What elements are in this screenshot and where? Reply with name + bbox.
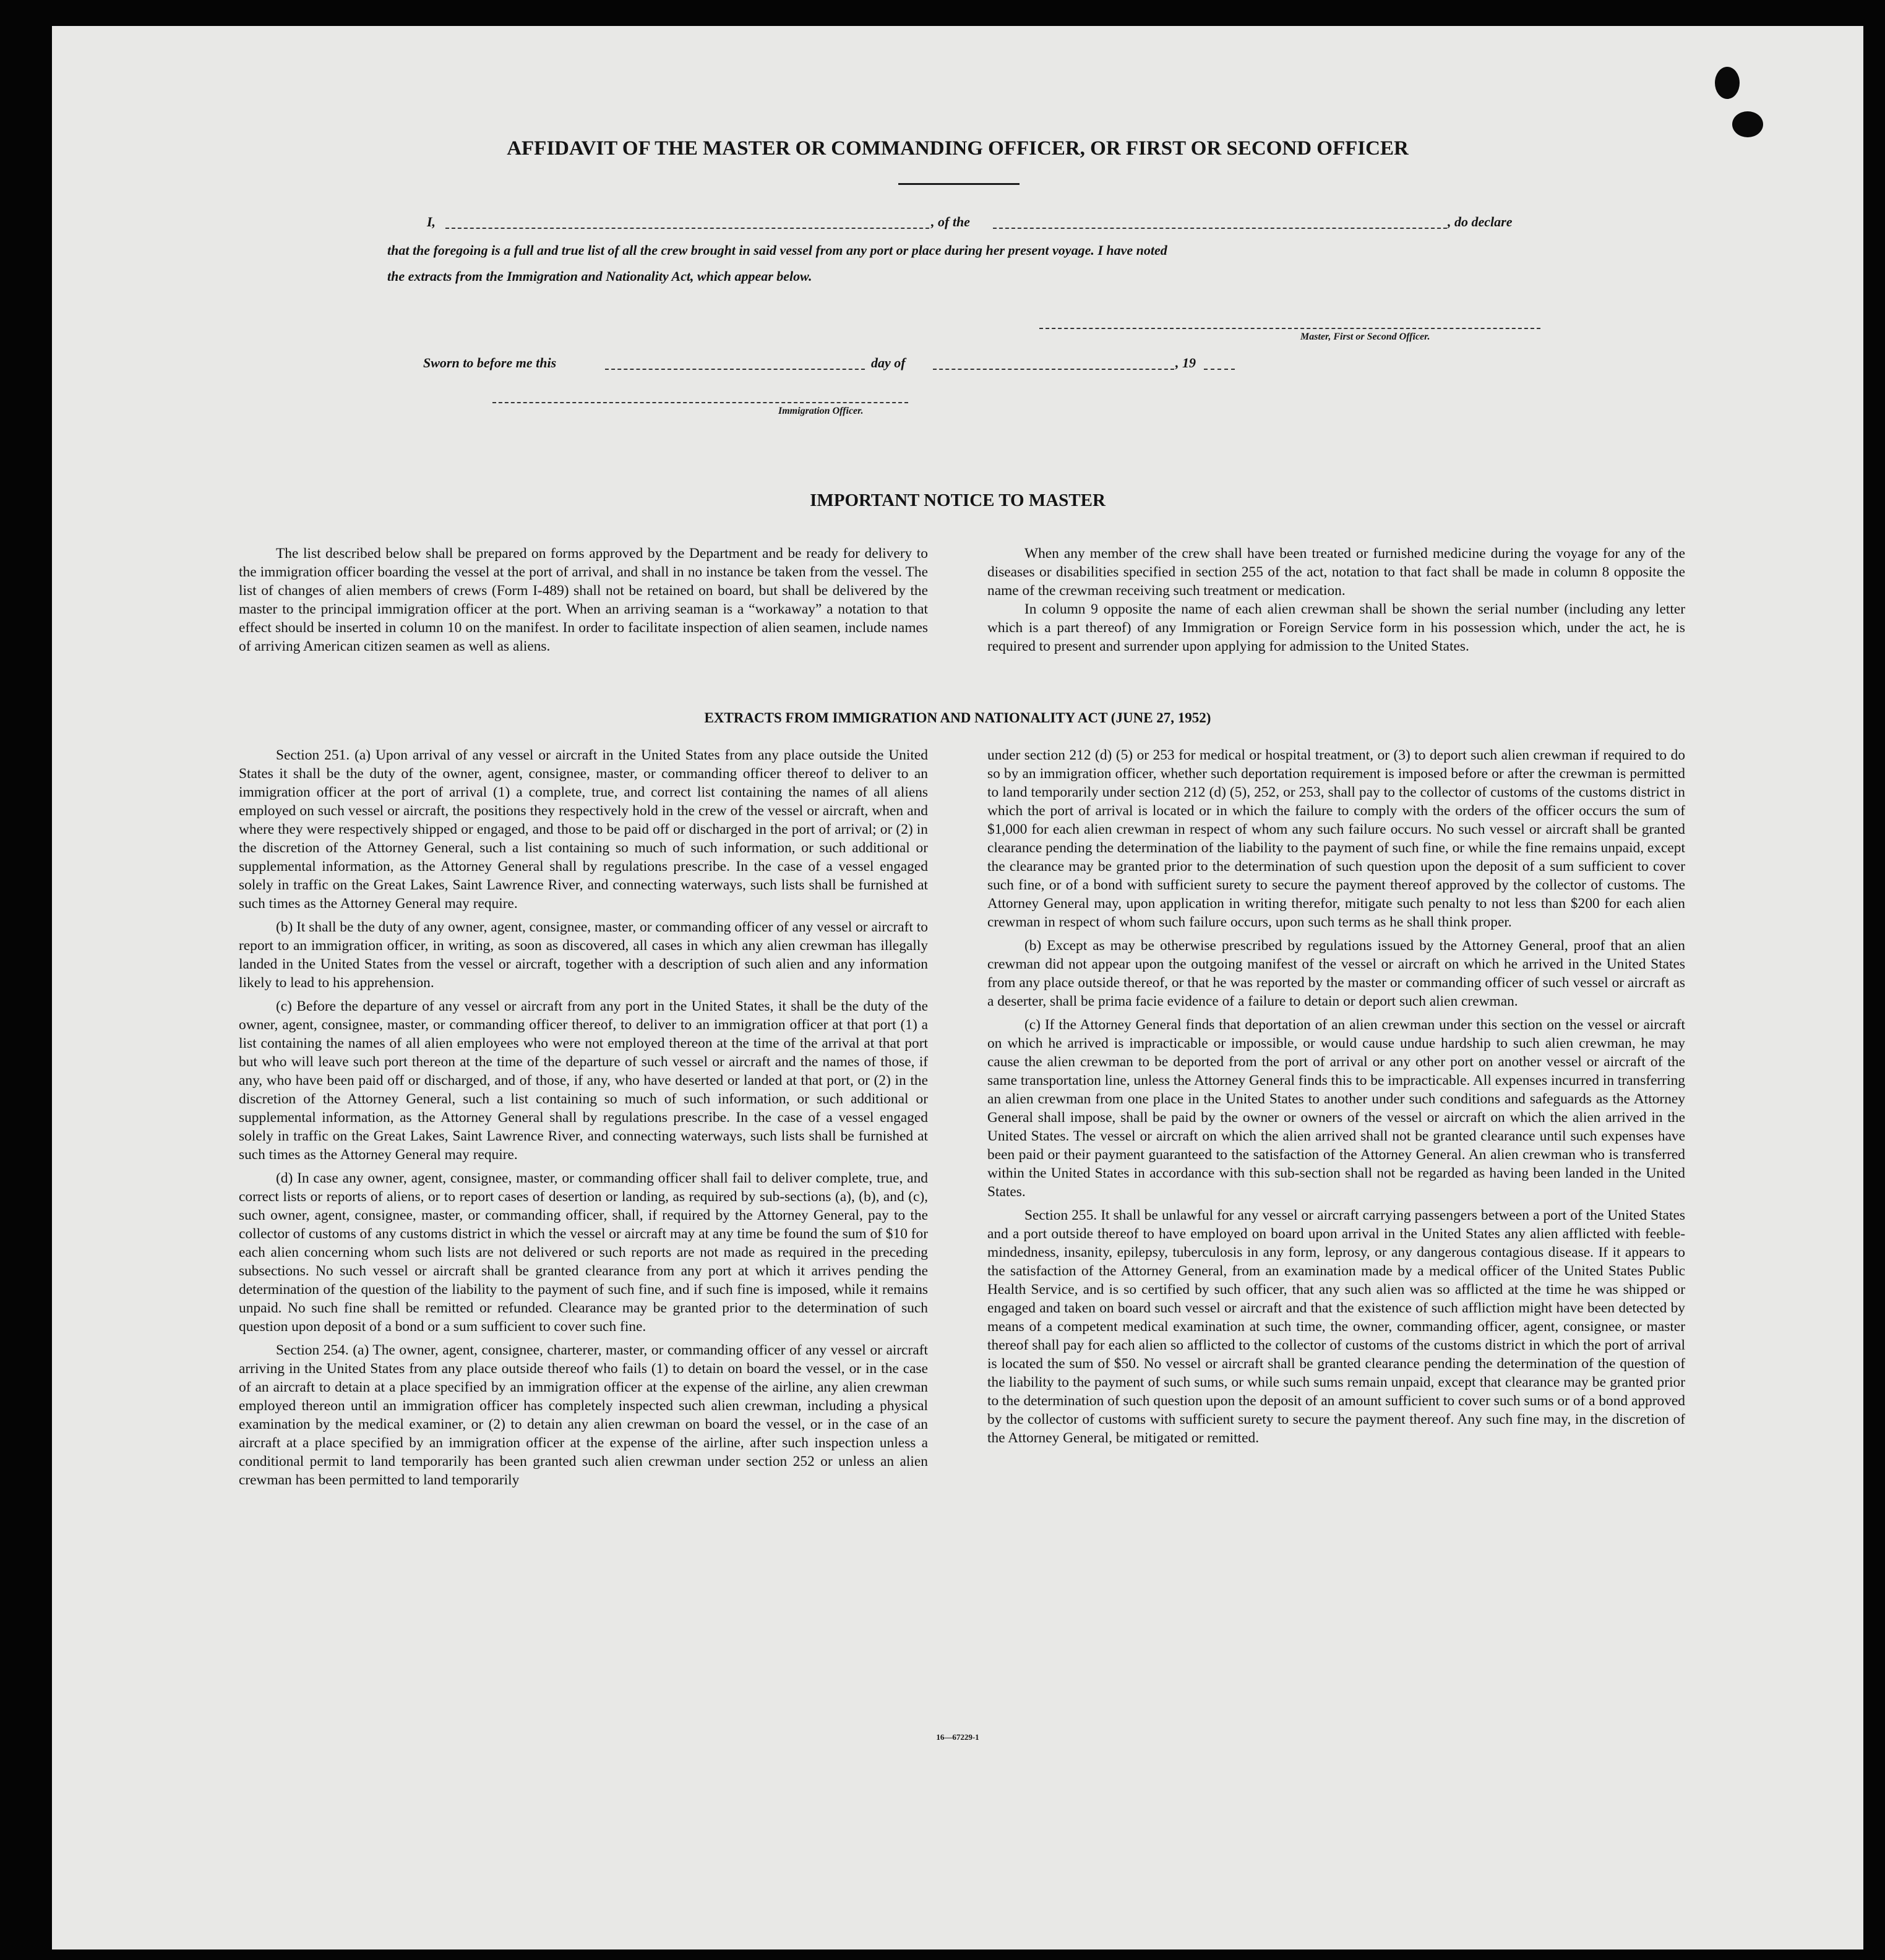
sworn-day-field[interactable] (605, 369, 865, 370)
affidavit-declare-label: , do declare (1448, 214, 1513, 229)
affidavit-statement-line: that the foregoing is a full and true list of all the crew brought in said vessel from any port or place during her present voyage. I have noted (387, 242, 1167, 258)
extracts-left-column (239, 746, 928, 1494)
title-underline (898, 183, 1020, 185)
extract-paragraph: under section 212 (d) (5) or 253 for medical or hospital treatment, or (3) to deport such alien crewman if required to do so by an immigration officer, whether such deportation requirement is imposed before or after the crewman is permitted to land temporarily under section 212 (d) (5), 252, or 253, shall pay to the collector of customs of the customs district in which the port of arrival is located or in which the failure to comply with the orders of the officer occurs the sum of $1,000 for each alien crewman in respect of whom any such failure occurs. No such vessel or aircraft shall be granted clearance pending the determination of the liability to the payment of such fine, or while the fine remains unpaid, except the clearance may be granted prior to the determination of such question upon the deposit of a sum sufficient to cover such fine, or of a bond with sufficient surety to secure the payment thereof approved by the collector of customs. The Attorney General may, upon application in writing therefor, mitigate such penalty to not less than $200 for each alien crewman in respect of whom such failure occurs, upon such terms as he shall think proper. (987, 747, 1685, 930)
affidavit-of-the-label: , of the (931, 214, 970, 229)
extracts-right-column (987, 746, 1685, 1452)
ink-spot (1715, 67, 1740, 99)
notice-left-column (239, 544, 928, 661)
name-field[interactable] (445, 228, 929, 229)
form-code: 16—67229-1 (936, 1732, 979, 1742)
master-signature-caption: Master, First or Second Officer. (1300, 332, 1430, 342)
affidavit-title: AFFIDAVIT OF THE MASTER OR COMMANDING OFFICER, OR FIRST OR SECOND OFFICER (507, 137, 1409, 160)
notice-title: IMPORTANT NOTICE TO MASTER (810, 490, 1106, 510)
immigration-officer-caption: Immigration Officer. (778, 406, 864, 416)
extracts-title: EXTRACTS FROM IMMIGRATION AND NATIONALITY ACT (JUNE 27, 1952) (704, 710, 1211, 725)
extract-paragraph: Section 254. (a) The owner, agent, consignee, charterer, master, or commanding officer of any vessel or aircraft arriving in the United States from any place outside thereof who fails (1) to detain on board the vessel, or in the case of an aircraft to detain at a place specified by an immigration officer at the expense of the airline, any alien crewman employed thereon until an immigration officer has completely inspected such alien crewman, including a physical examination by the medical examiner, or (2) to detain any alien crewman on board the vessel, or in the case of an aircraft at a place specified by an immigration officer at the expense of the airline, after such inspection unless a conditional permit to land temporarily has been granted such alien crewman under section 252 or unless an alien crewman has been permitted to land temporarily (239, 1342, 928, 1488)
sworn-label: Sworn to before me this (423, 355, 557, 370)
extract-paragraph: (b) It shall be the duty of any owner, agent, consignee, master, or commanding officer of any vessel or aircraft to report to an immigration officer, in writing, as soon as discovered, all cases in which any alien crewman has illegally landed in the United States from the vessel or aircraft, together with a description of such alien and any information likely to lead to his apprehension. (239, 919, 928, 991)
extract-paragraph: (c) Before the departure of any vessel or aircraft from any port in the United States, it shall be the duty of the owner, agent, consignee, master, or commanding officer thereof, to deliver to an immigration officer at that port (1) a list containing the names of all alien employees who were not employed thereon at the time of the arrival at that port but who will leave such port thereon at the time of the departure of such vessel or aircraft and the names of those, if any, who have been paid off or discharged, and of those, if any, who have deserted or landed at that port, or (2) in the discretion of the Attorney General, such a list containing so much of such information, or such additional or supplemental information, as the Attorney General shall by regulations prescribe. In the case of a vessel engaged solely in traffic on the Great Lakes, Saint Lawrence River, and connecting waterways, such lists shall be furnished at such times as the Attorney General may require. (239, 998, 928, 1163)
immigration-officer-signature-field[interactable] (492, 402, 908, 403)
extract-paragraph: Section 251. (a) Upon arrival of any vessel or aircraft in the United States from any place outside the United States it shall be the duty of the owner, agent, consignee, master, or commanding officer thereof to deliver to an immigration officer at the port of arrival (1) a complete, true, and correct list containing the names of all aliens employed on such vessel or aircraft, the positions they respectively hold in the crew of the vessel or aircraft, when and where they were respectively shipped or engaged, and those to be paid off or discharged in the port of arrival; or (2) in the discretion of the Attorney General, such a list containing so much of such information, or such additional or supplemental information, as the Attorney General shall by regulations prescribe. In the case of a vessel engaged solely in traffic on the Great Lakes, Saint Lawrence River, and connecting waterways, such lists shall be furnished at such times as the Attorney General may require. (239, 747, 928, 912)
sworn-month-field[interactable] (933, 369, 1174, 370)
sworn-year-field[interactable] (1204, 369, 1235, 370)
affidavit-statement-line: the extracts from the Immigration and Nationality Act, which appear below. (387, 268, 812, 284)
day-of-label: day of (871, 355, 906, 370)
year-label: , 19 (1175, 355, 1196, 370)
notice-paragraph: When any member of the crew shall have been treated or furnished medicine during the voyage for any of the diseases or disabilities specified in section 255 of the act, notation to that fact shall be made in column 8 opposite the name of the crewman receiving such treatment or medication. (987, 546, 1685, 599)
notice-right-column (987, 544, 1685, 661)
extract-paragraph: (b) Except as may be otherwise prescribed by regulations issued by the Attorney General, proof that an alien crewman did not appear upon the outgoing manifest of the vessel or aircraft on which he arrived in the United States from any place outside thereof, or that he was reported by the master or commanding officer of such vessel or aircraft as a deserter, shall be prima facie evidence of a failure to detain or deport such alien crewman. (987, 938, 1685, 1009)
ink-spot (1732, 111, 1763, 137)
extract-paragraph: Section 255. It shall be unlawful for any vessel or aircraft carrying passengers between a port of the United States and a port outside thereof to have employed on board upon arrival in the United States any alien afflicted with feeble-mindedness, insanity, epilepsy, tuberculosis in any form, leprosy, or any dangerous contagious disease. If it appears to the satisfaction of the Attorney General, from an examination made by a medical officer of the United States Public Health Service, and is so certified by such officer, that any such alien was so afflicted at the time he was shipped or engaged and taken on board such vessel or aircraft and that the existence of such affliction might have been detected by means of a competent medical examination at such time, the owner, commanding officer, agent, consignee, or master thereof shall pay for each alien so afflicted to the collector of customs of the customs district in which the port of arrival is located the sum of $50. No vessel or aircraft shall be granted clearance pending the determination of the question of the liability to the payment of such sums, or while such sums remain unpaid, except that clearance may be granted prior to the determination of such question upon the deposit of an amount sufficient to cover such sums or of a bond approved by the collector of customs with sufficient surety to secure the payment thereof. Any such fine may, in the discretion of the Attorney General, be mitigated or remitted. (987, 1207, 1685, 1446)
vessel-field[interactable] (993, 228, 1447, 229)
notice-paragraph: The list described below shall be prepared on forms approved by the Department and be ready for delivery to the immigration officer boarding the vessel at the port of arrival, and shall in no instance be taken from the vessel. The list of changes of alien members of crews (Form I-489) shall not be retained on board, but shall be delivered by the master to the principal immigration officer at the port. When an arriving seaman is a “workaway” a notation to that effect should be inserted in column 10 on the manifest. In order to facilitate inspection of alien seamen, include names of arriving American citizen seamen as well as aliens. (239, 546, 928, 654)
extract-paragraph: (d) In case any owner, agent, consignee, master, or commanding officer shall fail to deliver complete, true, and correct lists or reports of aliens, or to report cases of desertion or landing, as required by sub-sections (a), (b), and (c), such owner, agent, consignee, master, or commanding officer, shall, if required by the Attorney General, pay to the collector of customs of any customs district in which the vessel or aircraft may at any time be found the sum of $10 for each alien concerning whom such lists are not delivered or such reports are not made as required in the preceding subsections. No such vessel or aircraft shall be granted clearance from any port at which it arrives pending the determination of the question of the liability to the payment of such fine, and if such fine is imposed, while it remains unpaid. No such fine shall be remitted or refunded. Clearance may be granted prior to the determination of such question upon deposit of a bond or a sum sufficient to cover such fine. (239, 1170, 929, 1335)
affidavit-i-label: I, (427, 214, 436, 229)
master-signature-field[interactable] (1039, 328, 1540, 329)
extract-paragraph: (c) If the Attorney General finds that deportation of an alien crewman under this section on the vessel or aircraft on which he arrived is impracticable or impossible, or would cause undue hardship to such alien crewman, he may cause the alien crewman to be deported from the port of arrival or any other port on another vessel or aircraft of the same transportation line, unless the Attorney General finds this to be impracticable. All expenses incurred in transferring an alien crewman from one place in the United States to another under such conditions and safeguards as the Attorney General shall impose, shall be paid by the owner or owners of the vessel or aircraft on which the alien arrived in the United States. The vessel or aircraft on which the alien arrived shall not be granted clearance until such expenses have been paid or their payment guaranteed to the satisfaction of the Attorney General. An alien crewman who is transferred within the United States in accordance with this sub-section shall not be regarded as having been landed in the United States. (987, 1017, 1685, 1200)
notice-paragraph: In column 9 opposite the name of each alien crewman shall be shown the serial number (including any letter which is a part thereof) of any Immigration or Foreign Service form in his possession which, under the act, he is required to present and surrender upon applying for admission to the United States. (987, 601, 1685, 654)
